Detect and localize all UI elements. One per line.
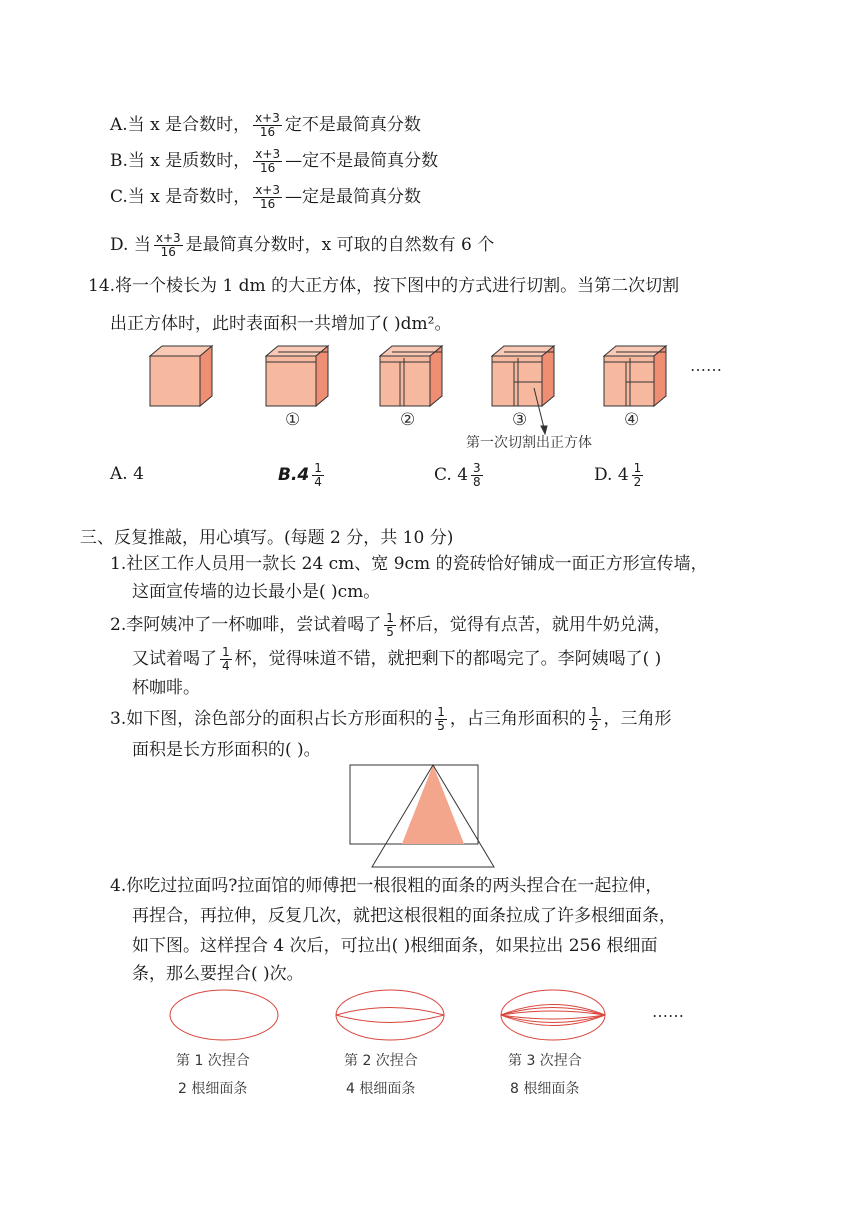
fraction: $\frac{1}{2}$ xyxy=(633,461,642,489)
fraction: $\frac{1}{5}$ xyxy=(437,705,445,733)
fraction: $\frac{x+3}{16}$ xyxy=(255,183,280,211)
noodle-3-title: 第 3 次捏合 xyxy=(508,1053,582,1069)
s3-q2-line3: 杯咖啡。 xyxy=(132,678,200,698)
q13-option-b: B.当 x 是质数时， $\frac{x+3}{16}$ —定不是最简真分数 xyxy=(110,147,439,175)
fraction: $\frac{1}{4}$ xyxy=(222,645,230,673)
s3-q2-line1: 2.李阿姨冲了一杯咖啡，尝试着喝了 $\frac{1}{5}$ 杯后，觉得有点苦，就用牛奶兑满， xyxy=(110,611,671,639)
s3-q2-line2: 又试着喝了 $\frac{1}{4}$ 杯，觉得味道不错，就把剩下的都喝完了。李阿姨喝了( ) xyxy=(132,645,662,673)
section3-heading: 三、反复推敲，用心填写。(每题 2 分，共 10 分) xyxy=(80,528,454,548)
fraction: $\frac{1}{2}$ xyxy=(590,705,599,733)
fraction: $\frac{1}{4}$ xyxy=(314,461,322,489)
rect-triangle-figure xyxy=(340,760,540,870)
cube-original xyxy=(150,346,212,406)
s3-q1-line2: 这面宣传墙的边长最小是( )cm。 xyxy=(132,582,381,602)
q13-option-d: D. 当 $\frac{x+3}{16}$ 是最简真分数时，x 可取的自然数有 6 个 xyxy=(110,231,495,259)
q14-option-a: A. 4 xyxy=(110,464,144,484)
cube-cutting-figure xyxy=(0,340,860,460)
fraction: $\frac{x+3}{16}$ xyxy=(155,231,181,259)
noodle-3 xyxy=(501,990,605,1040)
q13-option-a: A.当 x 是合数时， $\frac{x+3}{16}$ 定不是最简真分数 xyxy=(110,111,421,139)
q14-option-b: B.4 $\frac{1}{4}$ xyxy=(278,461,322,489)
noodle-2-count: 4 根细面条 xyxy=(346,1081,416,1097)
q13-option-c: C.当 x 是奇数时， $\frac{x+3}{16}$ —定是最简真分数 xyxy=(110,183,421,211)
s3-q4-line4: 条，那么要捏合( )次。 xyxy=(132,964,304,984)
s3-q4-line1: 4.你吃过拉面吗?拉面馆的师傅把一根很粗的面条的两头捏合在一起拉伸， xyxy=(110,876,663,896)
cube-label-3: ③ xyxy=(512,410,528,430)
q14-line2: 出正方体时，此时表面积一共增加了( )dm²。 xyxy=(110,314,452,334)
cube-label-2: ② xyxy=(400,410,416,430)
q14-option-d: D. 4 $\frac{1}{2}$ xyxy=(594,461,642,489)
shaded-overlap xyxy=(402,765,464,844)
noodle-figure xyxy=(0,988,860,1048)
s3-q3-line1: 3.如下图，涂色部分的面积占长方形面积的 $\frac{1}{5}$ ，占三角形面积的 $\frac{1}{2}$ ，三角形 xyxy=(110,705,672,733)
noodle-1-count: 2 根细面条 xyxy=(178,1081,248,1097)
cube-cut-1 xyxy=(266,346,328,406)
noodle-3-count: 8 根细面条 xyxy=(510,1081,580,1097)
cube-cut-4 xyxy=(604,346,666,406)
fraction: $\frac{x+3}{16}$ xyxy=(255,147,281,175)
noodle-ellipsis: …… xyxy=(652,1002,684,1021)
fraction: $\frac{x+3}{16}$ xyxy=(255,111,280,139)
cube-label-4: ④ xyxy=(624,410,640,430)
noodle-1 xyxy=(170,990,278,1040)
cube-cut-2 xyxy=(380,346,442,406)
s3-q4-line3: 如下图。这样捏合 4 次后，可拉出( )根细面条，如果拉出 256 根细面 xyxy=(132,936,658,956)
s3-q4-line2: 再捏合，再拉伸，反复几次，就把这根很粗的面条拉成了许多根细面条， xyxy=(132,906,676,926)
s3-q1-line1: 1.社区工作人员用一款长 24 cm、宽 9cm 的瓷砖恰好铺成一面正方形宣传墙， xyxy=(110,554,708,574)
noodle-1-title: 第 1 次捏合 xyxy=(176,1053,250,1069)
q14-line1: 14.将一个棱长为 1 dm 的大正方体，按下图中的方式进行切割。当第二次切割 xyxy=(88,276,680,296)
fraction: $\frac{1}{5}$ xyxy=(386,611,394,639)
cube-ellipsis: …… xyxy=(690,356,722,375)
noodle-2 xyxy=(336,990,444,1040)
q14-option-c: C. 4 $\frac{3}{8}$ xyxy=(434,461,481,489)
s3-q3-line2: 面积是长方形面积的( )。 xyxy=(132,740,321,760)
cube-label-1: ① xyxy=(285,410,301,430)
noodle-2-title: 第 2 次捏合 xyxy=(344,1053,418,1069)
fraction: $\frac{3}{8}$ xyxy=(473,461,481,489)
cube-annotation: 第一次切割出正方体 xyxy=(466,435,592,451)
